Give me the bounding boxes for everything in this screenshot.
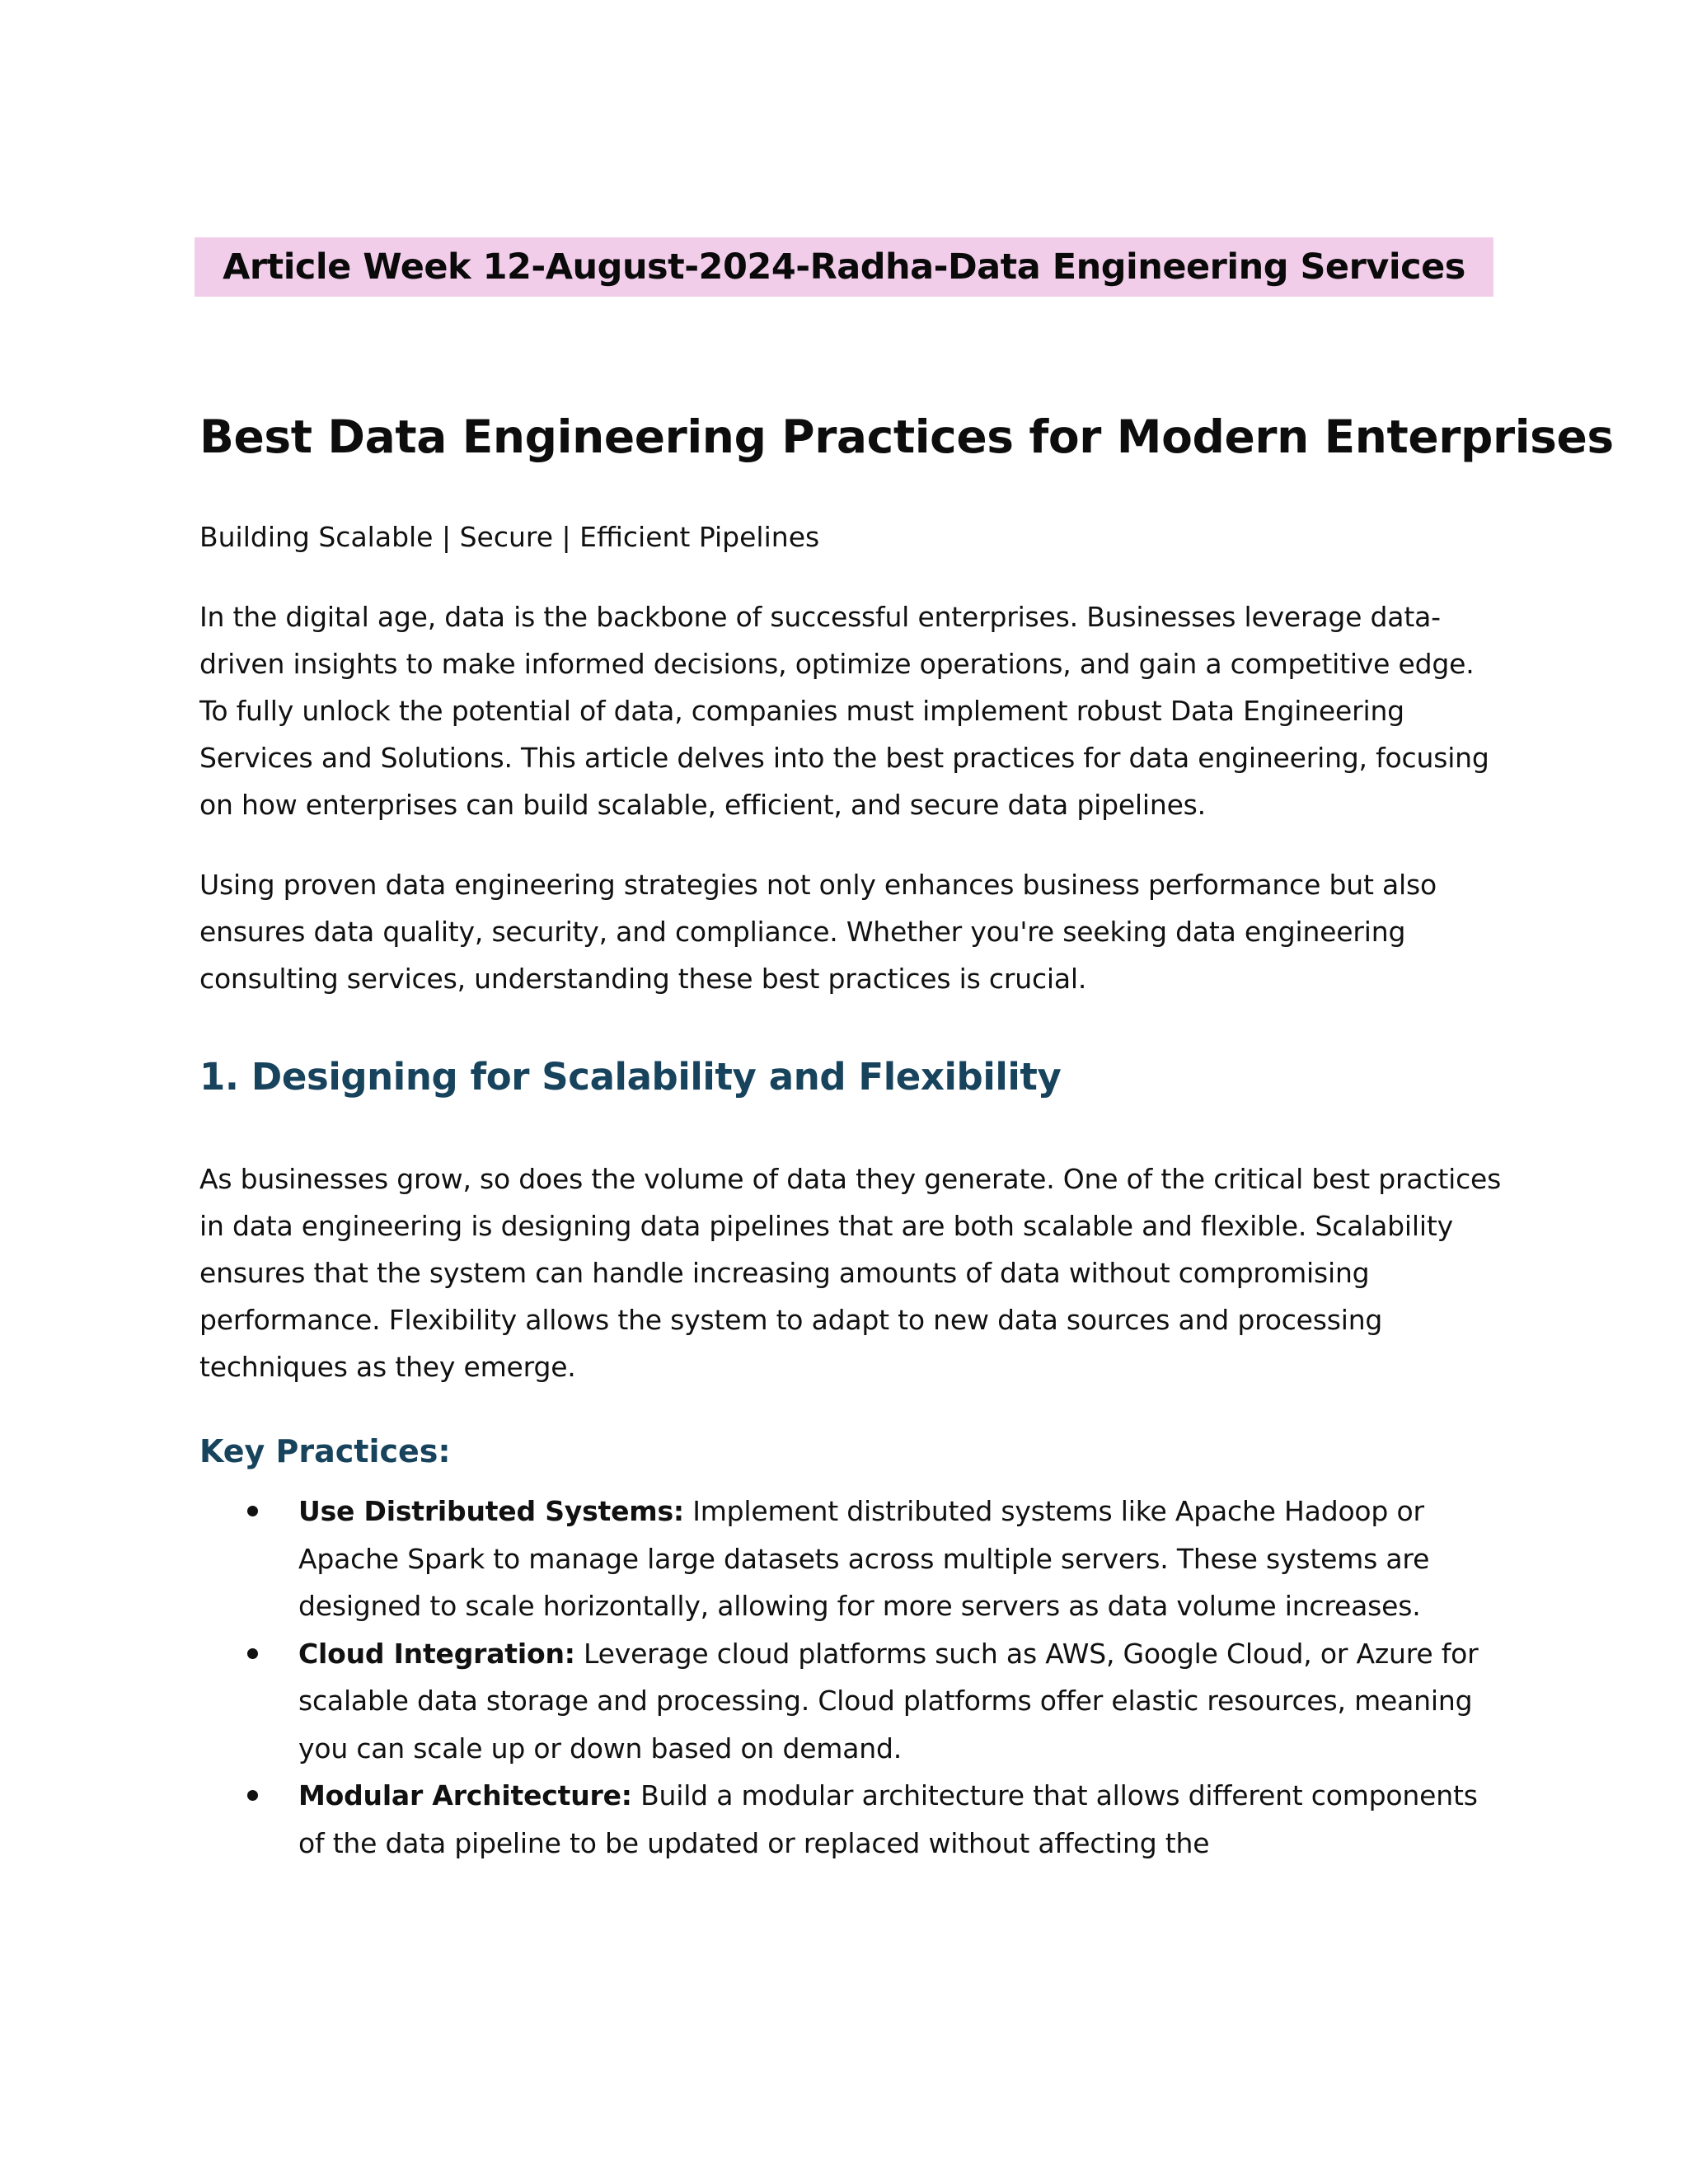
bullet-text: Build a modular architecture that allows different components of the data pipeline to be updated or replaced without affecting the	[298, 1779, 1478, 1859]
bullet-text: Leverage cloud platforms such as AWS, Google Cloud, or Azure for scalable data storage and processing. Cloud platforms offer elastic resources, meaning you can scale up or down based on demand.	[298, 1637, 1479, 1765]
bullet-term: Use Distributed Systems:	[298, 1495, 684, 1527]
section-heading-scalability: 1. Designing for Scalability and Flexibility	[199, 1055, 1062, 1099]
section-paragraph: As businesses grow, so does the volume of data they generate. One of the critical best practices in data engineering is designing data pipelines that are both scalable and flexible. Scalability ensures that the system can handle increasing amounts of data without compromising performance. Flexibility allows the system to adapt to new data sources and processing techniques as they emerge.	[199, 1163, 1502, 1383]
key-practices-heading: Key Practices:	[199, 1433, 451, 1469]
bullet-icon	[247, 1506, 258, 1516]
article-banner	[195, 237, 1493, 297]
bullet-icon	[247, 1790, 258, 1801]
article-body	[199, 400, 1614, 1867]
article-subtitle: Building Scalable | Secure | Efficient Pipelines	[199, 521, 820, 553]
list-item	[199, 1630, 1502, 1773]
bullet-icon	[247, 1648, 258, 1659]
list-item	[199, 1488, 1502, 1630]
banner-title: Article Week 12-August-2024-Radha-Data Engineering Services	[223, 246, 1465, 288]
article-title: Best Data Engineering Practices for Modern Enterprises	[199, 410, 1614, 463]
key-practices-list	[199, 1488, 1502, 1867]
bullet-term: Modular Architecture:	[298, 1779, 632, 1811]
list-item	[199, 1772, 1502, 1867]
bullet-term: Cloud Integration:	[298, 1637, 575, 1670]
intro-paragraph-2: Using proven data engineering strategies not only enhances business performance but also ensures data quality, security, and compliance. Whether you're seeking data engineering consulting services, understanding these best practices is crucial.	[199, 869, 1437, 995]
bullet-text: Implement distributed systems like Apache Hadoop or Apache Spark to manage large datasets across multiple servers. These systems are designed to scale horizontally, allowing for more servers as data volume increases.	[298, 1495, 1430, 1622]
intro-paragraph-1: In the digital age, data is the backbone of successful enterprises. Businesses leverage data-driven insights to make informed decisions, optimize operations, and gain a competitive edge. To fully unlock the potential of data, companies must implement robust Data Engineering Services and Solutions. This article delves into the best practices for data engineering, focusing on how enterprises can build scalable, efficient, and secure data pipelines.	[199, 601, 1489, 821]
